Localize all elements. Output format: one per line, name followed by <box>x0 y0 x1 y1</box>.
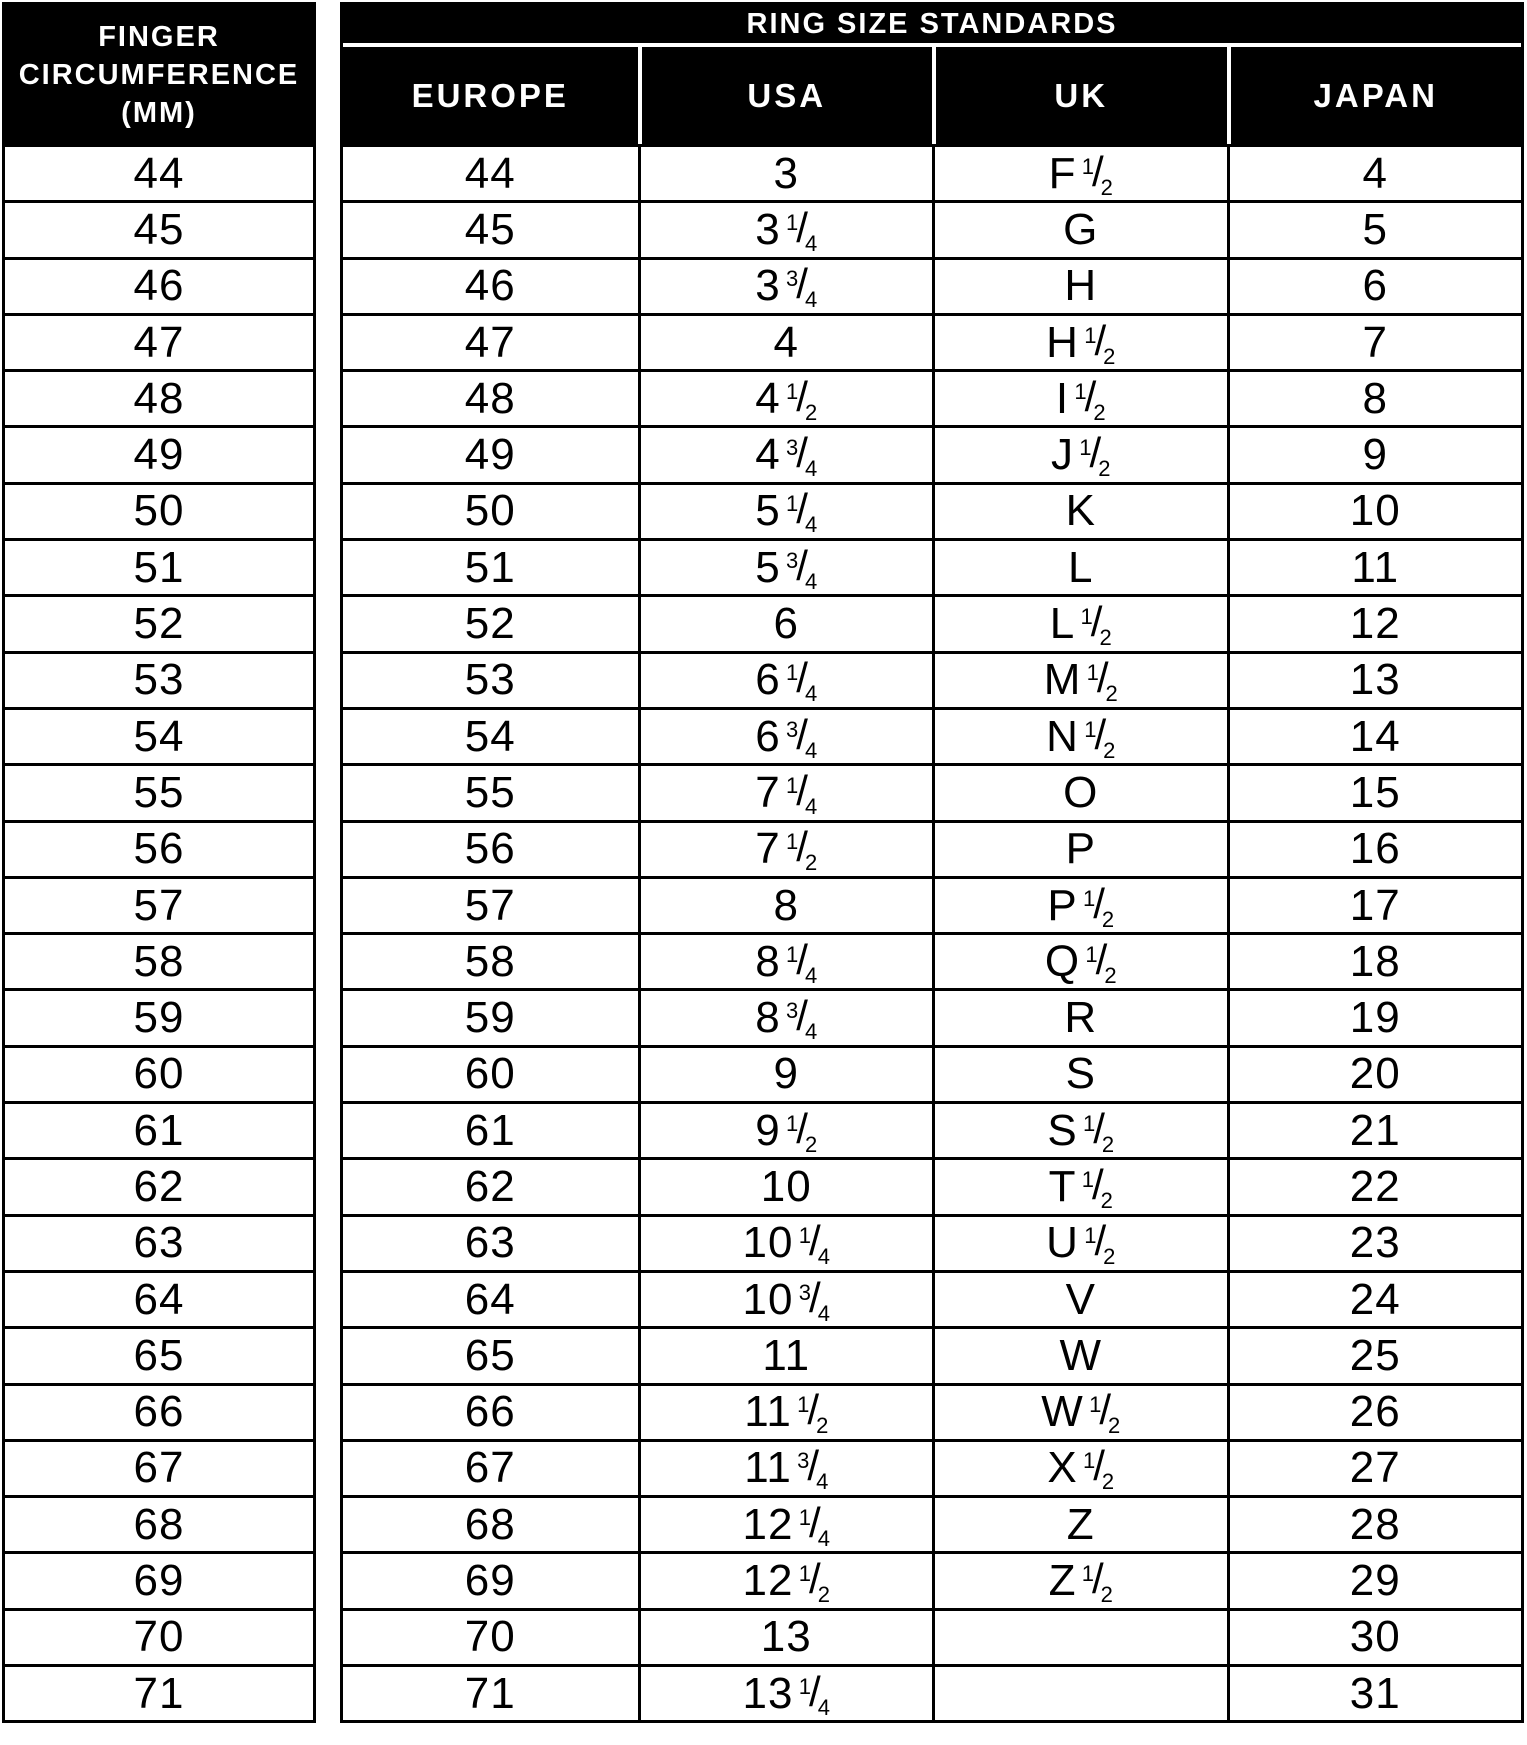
fraction: 1/4 <box>786 203 818 256</box>
europe-cell: 52 <box>464 599 516 649</box>
fraction: 3/4 <box>798 1273 830 1326</box>
table-row <box>343 1326 1521 1382</box>
table-row <box>343 144 1521 200</box>
usa-cell: 4 3/4 <box>638 428 933 481</box>
uk-cell: L <box>932 541 1227 594</box>
uk-cell: O <box>932 766 1227 819</box>
usa-cell: 3 3/4 <box>638 260 933 313</box>
europe-cell: 57 <box>464 880 516 930</box>
japan-cell: 23 <box>1227 1217 1522 1270</box>
usa-cell: 5 1/4 <box>638 485 933 538</box>
europe-cell: 44 <box>464 148 516 198</box>
finger-circumference-header <box>5 5 313 144</box>
japan-cell: 28 <box>1227 1498 1522 1551</box>
finger-mm-cell: 70 <box>5 1608 313 1664</box>
usa-cell: 4 <box>638 316 933 369</box>
europe-cell: 53 <box>464 655 516 705</box>
finger-mm-cell: 49 <box>5 425 313 481</box>
uk-cell: P <box>932 823 1227 876</box>
ring-size-body <box>343 144 1521 1720</box>
fraction: 1/2 <box>797 1386 829 1439</box>
finger-mm-cell: 56 <box>5 820 313 876</box>
usa-cell: 10 <box>638 1160 933 1213</box>
table-row <box>343 1270 1521 1326</box>
finger-mm-cell: 45 <box>5 200 313 256</box>
fraction: 1/2 <box>1089 1386 1121 1439</box>
ring-size-standards-title: RING SIZE STANDARDS <box>343 5 1521 47</box>
uk-cell: R <box>932 991 1227 1044</box>
column-header-uk: UK <box>932 47 1227 144</box>
finger-mm-cell: 60 <box>5 1045 313 1101</box>
finger-mm-cell: 47 <box>5 313 313 369</box>
europe-cell: 62 <box>464 1161 516 1211</box>
usa-cell: 4 1/2 <box>638 372 933 425</box>
usa-cell: 11 1/2 <box>638 1386 933 1439</box>
europe-cell: 55 <box>464 767 516 817</box>
fraction: 1/2 <box>1086 654 1118 707</box>
fraction: 1/2 <box>786 823 818 876</box>
table-row <box>343 594 1521 650</box>
japan-cell: 7 <box>1227 316 1522 369</box>
europe-cell: 45 <box>464 204 516 254</box>
japan-cell: 13 <box>1227 654 1522 707</box>
uk-cell: L 1/2 <box>932 597 1227 650</box>
table-row <box>343 1495 1521 1551</box>
japan-cell: 5 <box>1227 203 1522 256</box>
table-row <box>343 257 1521 313</box>
column-header-usa: USA <box>638 47 933 144</box>
japan-cell: 19 <box>1227 991 1522 1044</box>
usa-cell: 10 3/4 <box>638 1273 933 1326</box>
fraction: 3/4 <box>786 429 818 482</box>
uk-cell: G <box>932 203 1227 256</box>
japan-cell: 12 <box>1227 597 1522 650</box>
europe-cell: 68 <box>464 1499 516 1549</box>
europe-cell: 65 <box>464 1330 516 1380</box>
usa-cell: 3 <box>638 147 933 200</box>
fraction: 3/4 <box>786 260 818 313</box>
japan-cell: 18 <box>1227 935 1522 988</box>
usa-cell: 8 1/4 <box>638 935 933 988</box>
uk-cell <box>932 1667 1227 1720</box>
uk-cell: P 1/2 <box>932 879 1227 932</box>
japan-cell: 26 <box>1227 1386 1522 1439</box>
finger-mm-cell: 57 <box>5 876 313 932</box>
europe-cell: 66 <box>464 1387 516 1437</box>
usa-cell: 7 1/4 <box>638 766 933 819</box>
finger-mm-cell: 66 <box>5 1383 313 1439</box>
japan-cell: 14 <box>1227 710 1522 763</box>
uk-cell: X 1/2 <box>932 1442 1227 1495</box>
fraction: 1/4 <box>786 766 818 819</box>
japan-cell: 31 <box>1227 1667 1522 1720</box>
finger-mm-cell: 44 <box>5 144 313 200</box>
usa-cell: 7 1/2 <box>638 823 933 876</box>
uk-cell: H <box>932 260 1227 313</box>
europe-cell: 48 <box>464 373 516 423</box>
europe-cell: 59 <box>464 993 516 1043</box>
usa-cell: 8 3/4 <box>638 991 933 1044</box>
finger-mm-cell: 53 <box>5 651 313 707</box>
fraction: 1/2 <box>1081 147 1113 200</box>
usa-cell: 12 1/2 <box>638 1554 933 1607</box>
column-header-europe: EUROPE <box>411 76 569 114</box>
fraction: 1/2 <box>1079 429 1111 482</box>
finger-mm-cell: 68 <box>5 1495 313 1551</box>
usa-cell: 10 1/4 <box>638 1217 933 1270</box>
fraction: 1/2 <box>798 1555 830 1608</box>
fraction: 1/2 <box>1082 1442 1115 1495</box>
japan-cell: 27 <box>1227 1442 1522 1495</box>
fraction: 1/2 <box>1082 1104 1115 1157</box>
finger-mm-cell: 48 <box>5 369 313 425</box>
finger-mm-cell: 54 <box>5 707 313 763</box>
usa-cell: 6 1/4 <box>638 654 933 707</box>
japan-cell: 24 <box>1227 1273 1522 1326</box>
japan-cell: 22 <box>1227 1160 1522 1213</box>
usa-cell: 11 3/4 <box>638 1442 933 1495</box>
table-row <box>343 482 1521 538</box>
uk-cell: W <box>932 1329 1227 1382</box>
finger-mm-cell: 65 <box>5 1326 313 1382</box>
finger-mm-cell: 55 <box>5 763 313 819</box>
europe-cell: 46 <box>464 261 516 311</box>
table-row <box>343 1608 1521 1664</box>
japan-cell: 11 <box>1227 541 1522 594</box>
uk-cell: T 1/2 <box>932 1160 1227 1213</box>
europe-cell: 71 <box>464 1668 516 1718</box>
fraction: 1/2 <box>1085 935 1117 988</box>
fraction: 1/2 <box>1081 1555 1113 1608</box>
japan-cell: 4 <box>1227 147 1522 200</box>
europe-cell: 61 <box>464 1105 516 1155</box>
uk-cell: I 1/2 <box>932 372 1227 425</box>
table-row <box>343 1101 1521 1157</box>
japan-cell: 15 <box>1227 766 1522 819</box>
uk-cell: V <box>932 1273 1227 1326</box>
uk-cell: F 1/2 <box>932 147 1227 200</box>
finger-mm-cell: 69 <box>5 1551 313 1607</box>
usa-cell: 6 <box>638 597 933 650</box>
fraction: 1/2 <box>1084 316 1116 369</box>
europe-cell: 50 <box>464 486 516 536</box>
japan-cell: 17 <box>1227 879 1522 932</box>
europe-cell: 63 <box>464 1218 516 1268</box>
japan-cell: 29 <box>1227 1554 1522 1607</box>
japan-cell: 21 <box>1227 1104 1522 1157</box>
usa-cell: 9 1/2 <box>638 1104 933 1157</box>
table-row <box>343 651 1521 707</box>
finger-mm-cell: 63 <box>5 1214 313 1270</box>
fraction: 3/4 <box>786 710 818 763</box>
finger-mm-cell: 67 <box>5 1439 313 1495</box>
uk-cell: U 1/2 <box>932 1217 1227 1270</box>
header-line-circumference: CIRCUMFERENCE <box>18 58 300 91</box>
fraction: 1/2 <box>1082 879 1115 932</box>
japan-cell: 8 <box>1227 372 1522 425</box>
finger-mm-cell: 58 <box>5 932 313 988</box>
uk-cell: M 1/2 <box>932 654 1227 707</box>
fraction: 3/4 <box>797 1442 829 1495</box>
table-row <box>343 425 1521 481</box>
japan-cell: 25 <box>1227 1329 1522 1382</box>
fraction: 1/2 <box>1084 1217 1116 1270</box>
fraction: 3/4 <box>786 992 818 1045</box>
uk-cell: W 1/2 <box>932 1386 1227 1439</box>
finger-mm-cell: 64 <box>5 1270 313 1326</box>
table-row <box>343 538 1521 594</box>
table-row <box>343 1045 1521 1101</box>
uk-cell: Z <box>932 1498 1227 1551</box>
finger-mm-cell: 50 <box>5 482 313 538</box>
table-row <box>343 1664 1521 1720</box>
finger-circumference-table <box>2 2 316 1723</box>
uk-cell: S <box>932 1048 1227 1101</box>
japan-cell: 9 <box>1227 428 1522 481</box>
europe-cell: 70 <box>464 1612 516 1662</box>
table-row <box>343 1157 1521 1213</box>
fraction: 1/4 <box>786 485 818 538</box>
fraction: 1/2 <box>1084 710 1116 763</box>
usa-cell: 12 1/4 <box>638 1498 933 1551</box>
usa-cell: 5 3/4 <box>638 541 933 594</box>
fraction: 3/4 <box>786 541 818 594</box>
japan-cell: 30 <box>1227 1611 1522 1664</box>
table-row <box>343 1383 1521 1439</box>
uk-cell: J 1/2 <box>932 428 1227 481</box>
table-row <box>343 707 1521 763</box>
table-row <box>343 876 1521 932</box>
fraction: 1/2 <box>1081 1160 1113 1213</box>
table-row <box>343 1551 1521 1607</box>
finger-mm-cell: 46 <box>5 257 313 313</box>
europe-cell: 64 <box>464 1274 516 1324</box>
europe-cell: 51 <box>464 542 516 592</box>
usa-cell: 8 <box>638 879 933 932</box>
table-row <box>343 1214 1521 1270</box>
usa-cell: 13 <box>638 1611 933 1664</box>
europe-cell: 47 <box>464 317 516 367</box>
finger-mm-cell: 61 <box>5 1101 313 1157</box>
finger-mm-cell: 52 <box>5 594 313 650</box>
fraction: 1/2 <box>786 372 818 425</box>
uk-cell: N 1/2 <box>932 710 1227 763</box>
uk-cell: H 1/2 <box>932 316 1227 369</box>
table-row <box>343 313 1521 369</box>
table-row <box>343 763 1521 819</box>
uk-cell: Q 1/2 <box>932 935 1227 988</box>
column-header-japan: JAPAN <box>1227 47 1522 144</box>
europe-cell: 67 <box>464 1443 516 1493</box>
fraction: 1/2 <box>1074 372 1106 425</box>
fraction: 1/4 <box>798 1667 830 1720</box>
header-line-mm: (MM) <box>121 96 197 129</box>
europe-cell: 49 <box>464 430 516 480</box>
japan-cell: 6 <box>1227 260 1522 313</box>
europe-cell: 54 <box>464 711 516 761</box>
usa-cell: 9 <box>638 1048 933 1101</box>
table-row <box>343 820 1521 876</box>
finger-mm-cell: 71 <box>5 1664 313 1720</box>
ring-size-standards-table <box>340 2 1524 1723</box>
uk-cell: Z 1/2 <box>932 1554 1227 1607</box>
japan-cell: 10 <box>1227 485 1522 538</box>
fraction: 1/4 <box>798 1498 830 1551</box>
usa-cell: 6 3/4 <box>638 710 933 763</box>
table-row <box>343 200 1521 256</box>
europe-cell: 69 <box>464 1556 516 1606</box>
ring-size-standards-column-headers <box>343 47 1521 144</box>
finger-mm-cell: 62 <box>5 1157 313 1213</box>
uk-cell <box>932 1611 1227 1664</box>
japan-cell: 20 <box>1227 1048 1522 1101</box>
europe-cell: 58 <box>464 936 516 986</box>
usa-cell: 3 1/4 <box>638 203 933 256</box>
fraction: 1/4 <box>798 1217 830 1270</box>
uk-cell: S 1/2 <box>932 1104 1227 1157</box>
europe-cell: 60 <box>464 1049 516 1099</box>
fraction: 1/4 <box>786 654 818 707</box>
usa-cell: 13 1/4 <box>638 1667 933 1720</box>
fraction: 1/4 <box>786 935 818 988</box>
fraction: 1/2 <box>786 1104 818 1157</box>
table-row <box>343 1439 1521 1495</box>
japan-cell: 16 <box>1227 823 1522 876</box>
fraction: 1/2 <box>1080 598 1112 651</box>
usa-cell: 11 <box>638 1329 933 1382</box>
table-row <box>343 932 1521 988</box>
header-line-finger: FINGER <box>98 20 220 53</box>
europe-cell: 56 <box>464 824 516 874</box>
table-row <box>343 369 1521 425</box>
finger-circumference-body <box>5 144 313 1720</box>
finger-mm-cell: 51 <box>5 538 313 594</box>
finger-mm-cell: 59 <box>5 988 313 1044</box>
table-row <box>343 988 1521 1044</box>
uk-cell: K <box>932 485 1227 538</box>
